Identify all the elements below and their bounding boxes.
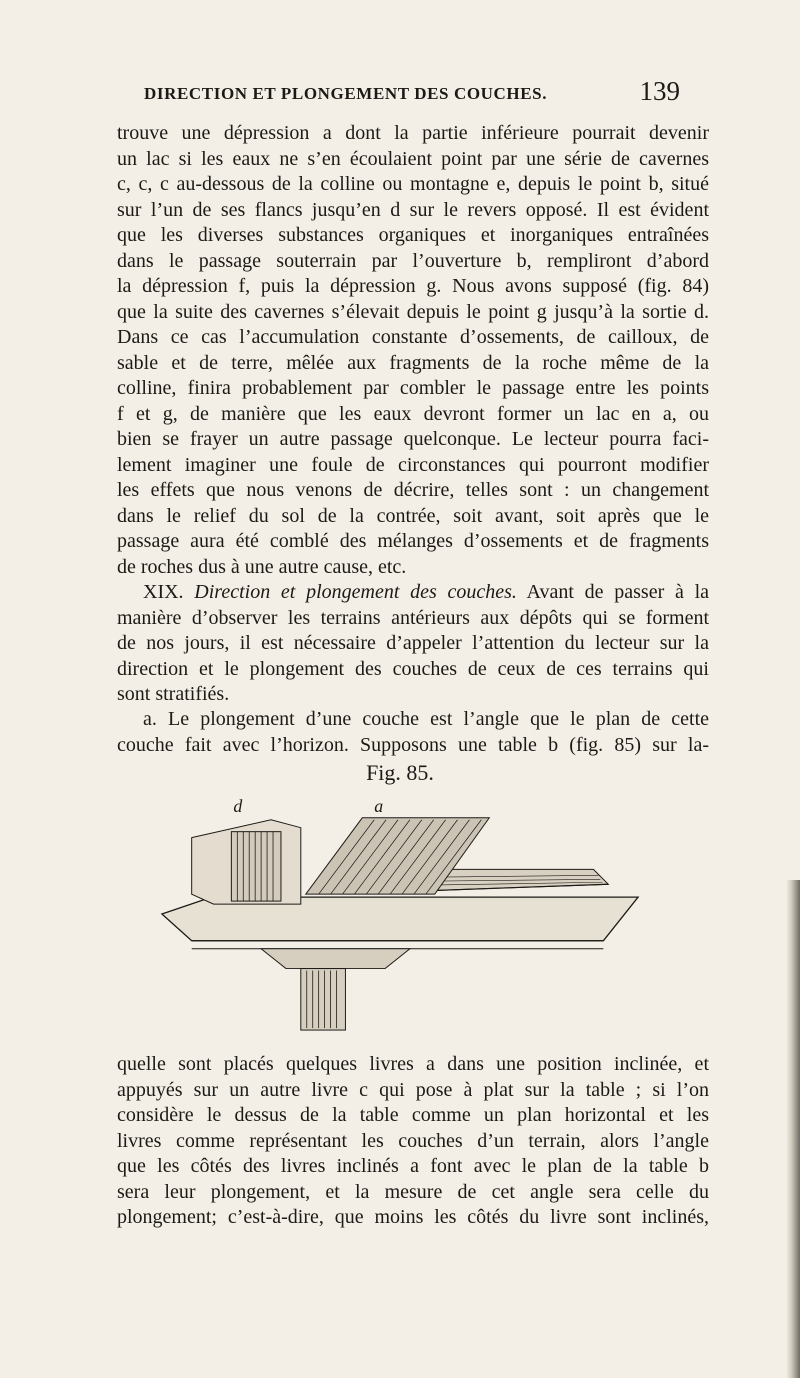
text-line: de nos jours, il est nécessaire d’appeler l’attention du lecteur sur la <box>117 632 709 654</box>
page-edge-shadow <box>786 880 800 1378</box>
text-line: que les diverses substances organiques et inorganiques entraînées <box>117 224 709 246</box>
text-line: les effets que nous venons de décrire, telles sont : un changement <box>117 479 709 501</box>
text-line: direction et le plongement des couches de ceux de ces terrains qui <box>117 657 709 680</box>
text-line: sur l’un de ses flancs jusqu’en d sur le revers opposé. Il est évident <box>117 198 709 221</box>
section-title: Direction et plongement des couches. <box>194 581 517 603</box>
text-line: dans le passage souterrain par l’ouverture b, rempliront d’abord <box>117 249 709 272</box>
figure-85-illustration <box>150 790 650 1038</box>
upright-books-d <box>192 820 301 904</box>
text-line: considère le dessus de la table comme un plan horizontal et les <box>117 1104 709 1126</box>
text-line: f et g, de manière que les eaux devront former un lac en a, ou <box>117 402 709 425</box>
text-line: que les côtés des livres inclinés a font avec le plan de la table b <box>117 1155 709 1177</box>
text-line: un lac si les eaux ne s’en écoulaient point par une série de cavernes <box>117 147 709 170</box>
text-line: passage aura été comblé des mélanges d’ossements et de fragments <box>117 530 709 552</box>
table-top <box>162 897 638 949</box>
label-a: a <box>374 795 384 816</box>
text-line: c, c, c au-dessous de la colline ou montagne e, depuis le point b, situé <box>117 173 709 195</box>
text-line: appuyés sur un autre livre c qui pose à plat sur la table ; si l’on <box>117 1078 709 1101</box>
text-line: Avant de passer à la <box>526 581 709 603</box>
text-line: a. Le plongement d’une couche est l’angle que le plan de cette <box>143 708 709 730</box>
section-heading-line <box>117 580 709 606</box>
text-line: livres comme représentant les couches d’un terrain, alors l’angle <box>117 1129 709 1152</box>
text-line: colline, finira probablement par combler le passage entre les points <box>117 377 709 399</box>
text-line: quelle sont placés quelques livres a dans une position inclinée, et <box>117 1053 709 1075</box>
text-line: manière d’observer les terrains antérieurs aux dépôts qui se forment <box>117 606 709 629</box>
paragraph-1 <box>117 121 709 580</box>
text-line: que la suite des cavernes s’élevait depuis le point g jusqu’à la sortie d. <box>117 300 709 323</box>
text-line: trouve une dépression a dont la partie inférieure pourrait devenir <box>117 122 709 144</box>
text-line: plongement; c’est-à-dire, que moins les côtés du livre sont inclinés, <box>117 1206 709 1228</box>
page-number: 139 <box>639 76 680 106</box>
paragraph-a <box>117 707 709 758</box>
label-d: d <box>233 795 243 816</box>
text-line: couche fait avec l’horizon. Supposons une table b (fig. 85) sur la- <box>117 733 709 756</box>
paragraph-after-figure <box>117 1052 709 1231</box>
text-line: Dans ce cas l’accumulation constante d’ossements, de cailloux, de <box>117 326 709 348</box>
text-line: la dépression f, puis la dépression g. Nous avons supposé (fig. 84) <box>117 275 709 297</box>
text-line: sera leur plongement, et la mesure de cet angle sera celle du <box>117 1180 709 1203</box>
text-line: dans le relief du sol de la contrée, soit avant, soit après que le <box>117 504 709 527</box>
section-number: XIX. <box>143 581 184 603</box>
text-line: bien se frayer un autre passage quelconque. Le lecteur pourra faci- <box>117 428 709 450</box>
text-line: sable et de terre, mêlée aux fragments de la roche même de la <box>117 351 709 374</box>
figure-caption: Fig. 85. <box>366 760 434 785</box>
page-header <box>90 76 680 112</box>
table-leg <box>261 949 410 1030</box>
section-xix <box>117 580 709 708</box>
text-line: de roches dus à une autre cause, etc. <box>117 555 407 578</box>
text-line: sont stratifiés. <box>117 683 230 705</box>
running-title: DIRECTION ET PLONGEMENT DES COUCHES. <box>144 84 548 103</box>
text-line: lement imaginer une foule de circonstances qui pourront modifier <box>117 453 709 476</box>
